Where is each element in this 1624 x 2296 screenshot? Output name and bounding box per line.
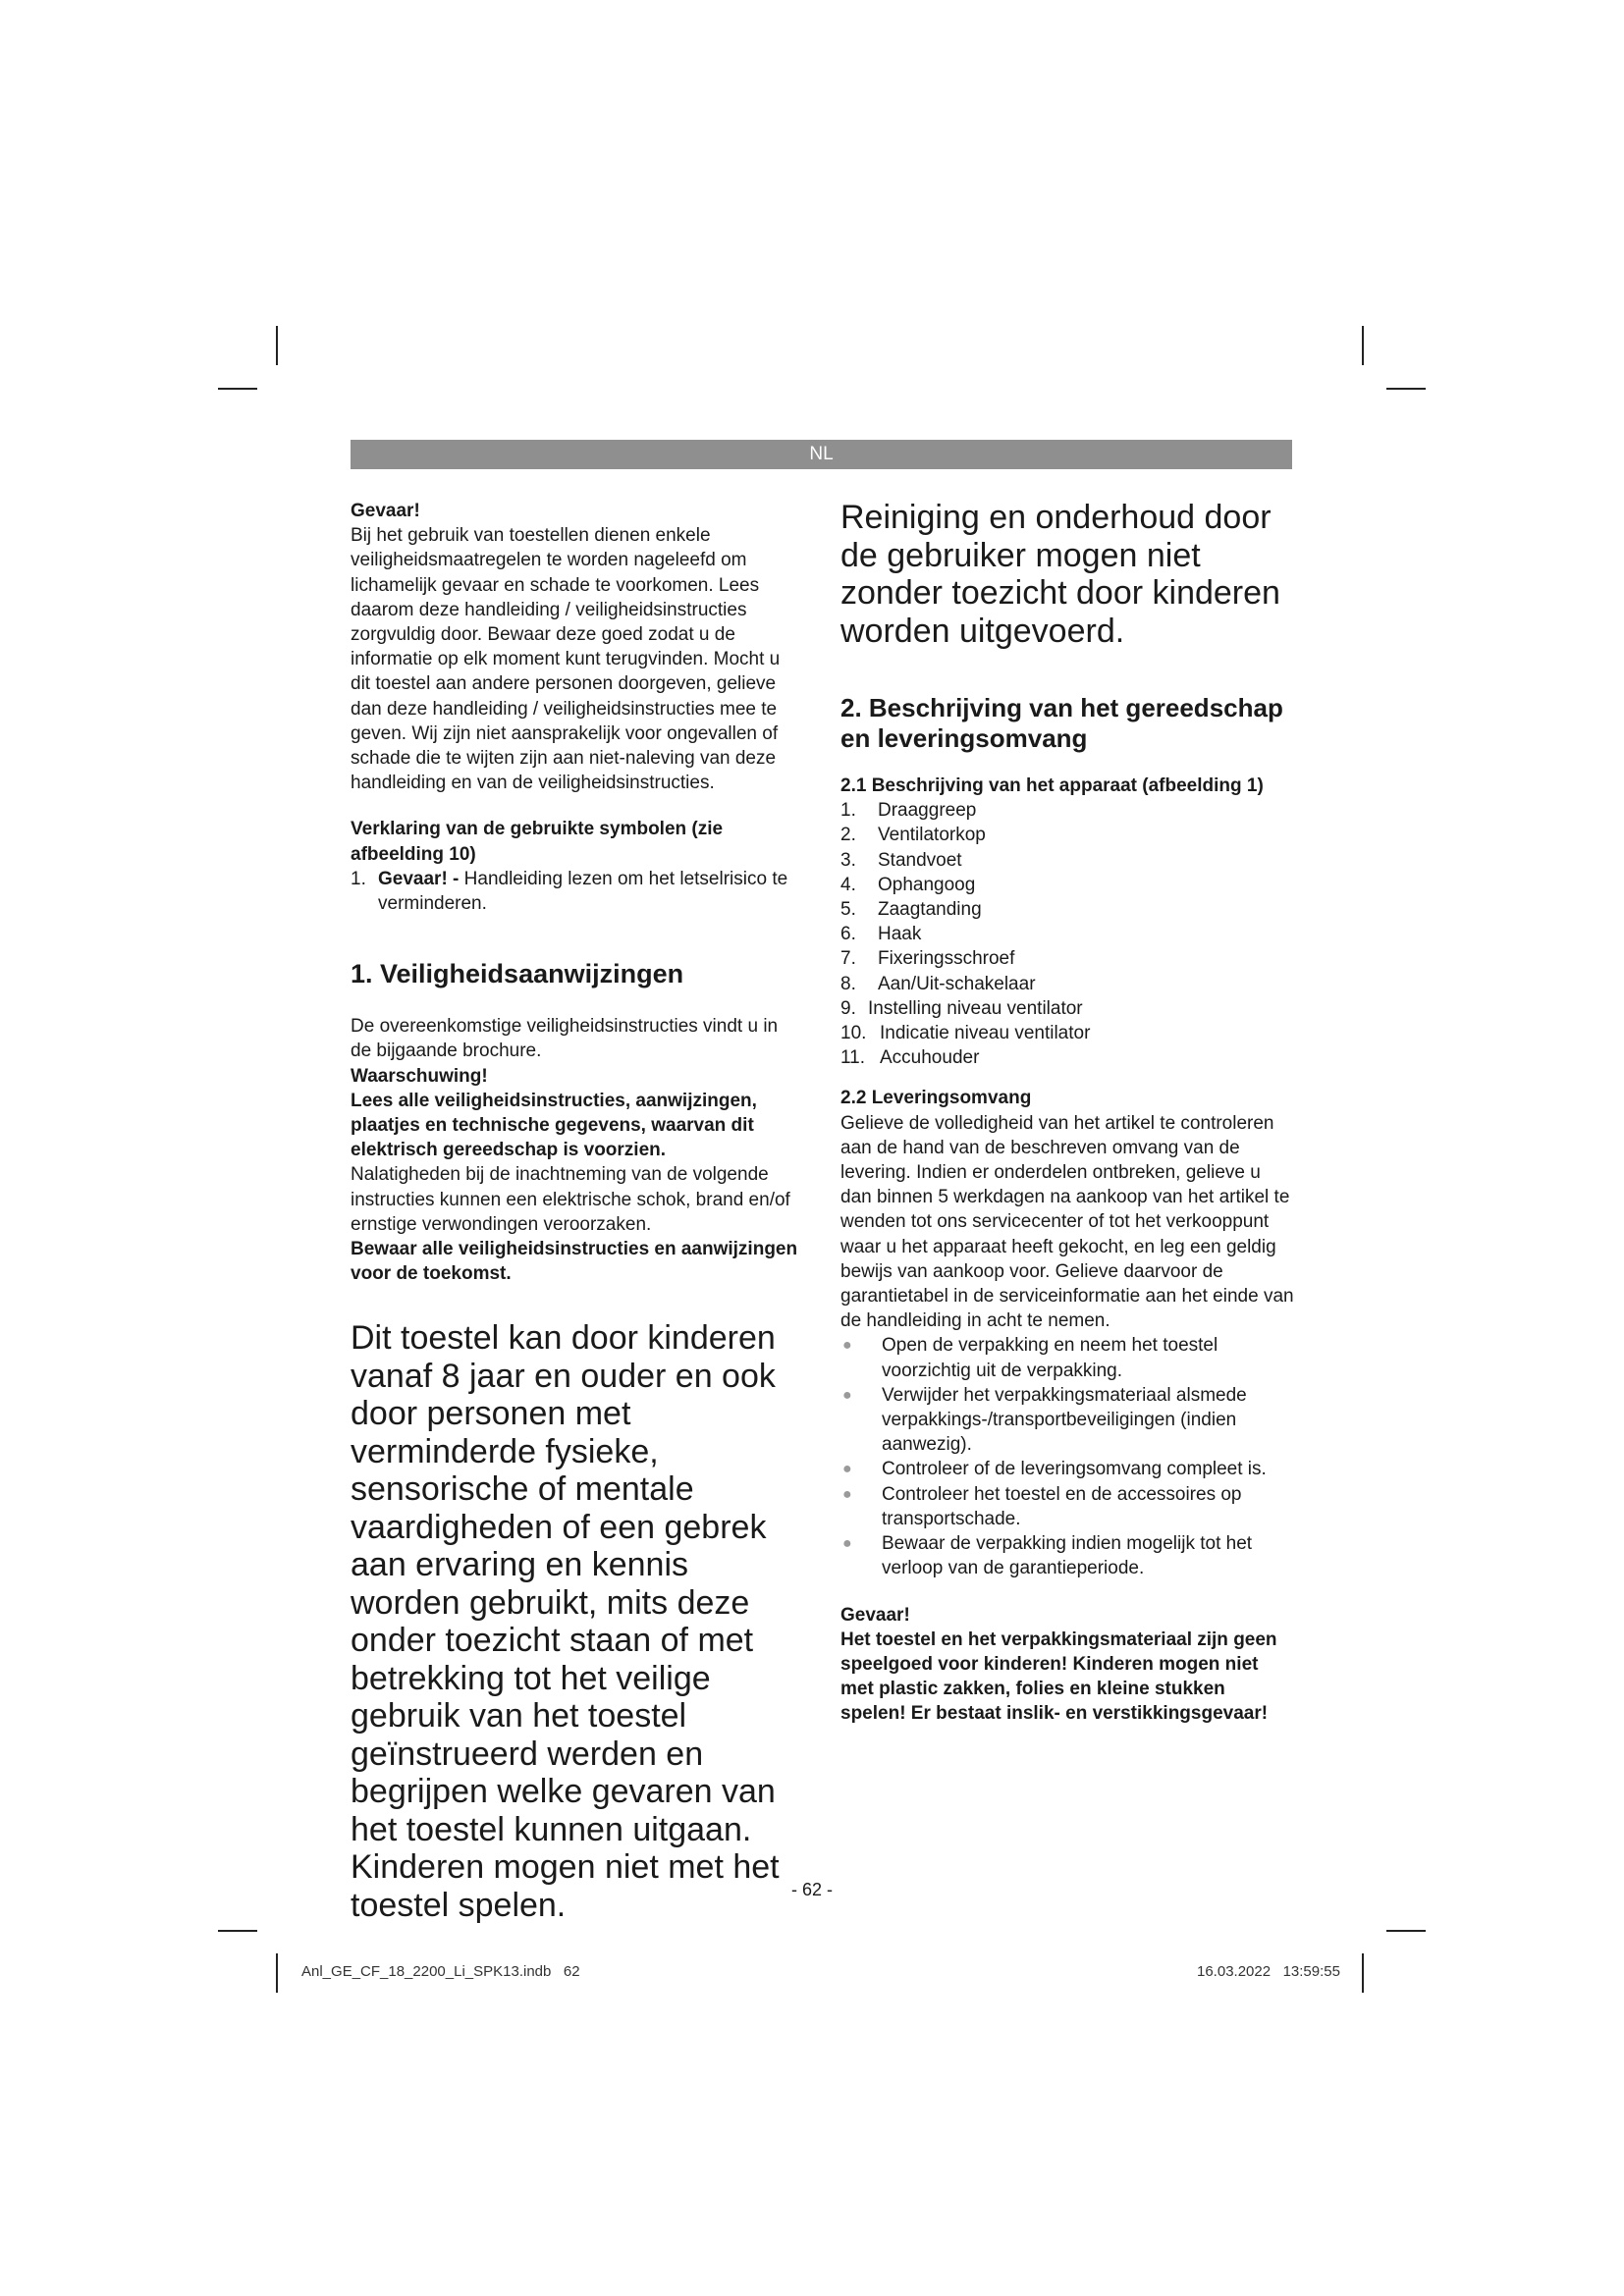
list-item xyxy=(840,1045,1294,1070)
bullet-text: Open de verpakking en neem het toestel voorzichtig uit de verpakking. xyxy=(882,1335,1218,1381)
section-1-title: 1. Veiligheidsaanwijzingen xyxy=(351,959,684,989)
file-name: Anl_GE_CF_18_2200_Li_SPK13.indb 62 xyxy=(301,1963,580,1980)
safety-intro: De overeenkomstige veiligheidsinstructies vindt u in de bijgaande brochure. xyxy=(351,1016,779,1062)
symbols-title: Verklaring van de gebruikte symbolen (zie afbeelding 10) xyxy=(351,819,724,865)
delivery-text: Gelieve de volledigheid van het artikel te controleren aan de hand van de beschreven omvang van de levering. Indien er onderdelen ontbreken, gelieve u dan binnen 5 werkdagen na aankoop van het artikel te wenden tot ons servicecenter of tot het verkooppunt waar u het apparaat heeft gekocht, en leg een geldig bewijs van aankoop voor. Gelieve daarvoor de garantietabel in de serviceinformatie aan het einde van de handleiding in acht te nemen. xyxy=(840,1112,1294,1332)
list-item xyxy=(351,867,802,916)
item-label: Ventilatorkop xyxy=(878,825,986,846)
children-use-text: Dit toestel kan door kinderen vanaf 8 jaar en ouder en ook door personen met verminderde fysieke, sensorische of mentale vaardigheden of een gebrek aan ervaring en kennis worden gebruikt, mits deze onder toezicht staan of met betrekking tot het veilige gebruik van het toestel geïnstrueerd werden en begrijpen welke gevaren van het toestel kunnen uitgaan. Kinderen mogen niet met het toestel spelen. xyxy=(351,1319,780,1924)
symbols-list xyxy=(351,867,802,916)
item-label: Standvoet xyxy=(878,849,962,871)
crop-mark xyxy=(276,1953,278,1993)
item-label: Accuhouder xyxy=(880,1047,980,1069)
bullet-text: Controleer of de leveringsomvang compleet is. xyxy=(882,1459,1267,1480)
list-item xyxy=(840,873,1294,897)
crop-mark xyxy=(1362,326,1364,365)
bullet-text: Verwijder het verpakkingsmateriaal alsmede verpakkings-/transportbeveiligingen (indien aanwezig). xyxy=(882,1384,1247,1456)
list-item xyxy=(840,823,1294,847)
crop-mark xyxy=(218,388,257,390)
list-item xyxy=(840,1333,1294,1382)
item-number: 9. xyxy=(840,997,856,1019)
item-number: 3. xyxy=(840,849,856,871)
list-item xyxy=(840,897,1294,922)
item-number: 5. xyxy=(840,899,856,921)
list-item xyxy=(840,996,1294,1021)
item-number: 8. xyxy=(840,973,856,994)
item-label: Ophangoog xyxy=(878,874,976,895)
keep-instructions-text: Bewaar alle veiligheidsinstructies en aanwijzingen voor de toekomst. xyxy=(351,1239,798,1285)
item-number: 11. xyxy=(840,1047,866,1069)
item-number: 6. xyxy=(840,924,856,945)
crop-mark xyxy=(1386,1930,1426,1932)
page-number: - 62 - xyxy=(790,1880,833,1899)
bullet-icon: ● xyxy=(842,1485,852,1503)
bullet-icon: ● xyxy=(842,1337,852,1355)
item-number: 1. xyxy=(351,868,366,889)
danger-text: Bij het gebruik van toestellen dienen enkele veiligheidsmaatregelen te worden nageleefd om lichamelijk gevaar en schade te voorkomen. Lees daarom deze handleiding / veiligheidsinstructies zorgvuldig door. Bewaar deze goed zodat u de informatie op elk moment kunt terugvinden. Mocht u dit toestel aan andere personen doorgeven, gelieve dan deze handleiding / veiligheidsinstructies mee te geven. Wij zijn niet aansprakelijk voor ongevallen of schade die te wijten zijn aan niet-naleving van deze handleiding en van de veiligheidsinstructies. xyxy=(351,525,781,794)
parts-list xyxy=(840,798,1294,1070)
item-label: Fixeringsschroef xyxy=(878,948,1015,970)
checklist xyxy=(840,1333,1294,1580)
bullet-text: Bewaar de verpakking indien mogelijk tot het verloop van de garantieperiode. xyxy=(882,1533,1253,1579)
item-number: 1. xyxy=(840,800,856,822)
item-label: Aan/Uit-schakelaar xyxy=(878,973,1036,994)
item-number: 4. xyxy=(840,874,856,895)
list-item xyxy=(840,1482,1294,1531)
list-item xyxy=(840,972,1294,996)
left-column xyxy=(351,499,802,1924)
list-item xyxy=(840,848,1294,873)
print-timestamp: 16.03.2022 13:59:55 xyxy=(1197,1963,1340,1980)
list-item xyxy=(840,798,1294,823)
warning-text: Nalatigheden bij de inachtneming van de volgende instructies kunnen een elektrische schok, brand en/of ernstige verwondingen veroorzaken. xyxy=(351,1164,790,1235)
item-label: Haak xyxy=(878,924,922,945)
item-label: Draaggreep xyxy=(878,800,977,822)
list-item xyxy=(840,946,1294,971)
warning-bold-text: Lees alle veiligheidsinstructies, aanwijzingen, plaatjes en technische gegevens, waarvan dit elektrisch gereedschap is voorzien. xyxy=(351,1090,757,1161)
list-item xyxy=(840,1383,1294,1458)
danger-title: Gevaar! xyxy=(351,501,420,521)
item-number: 7. xyxy=(840,948,856,970)
subsection-2-1-title: 2.1 Beschrijving van het apparaat (afbeelding 1) xyxy=(840,775,1264,796)
list-item xyxy=(840,1457,1294,1481)
bullet-icon: ● xyxy=(842,1386,852,1404)
right-column xyxy=(840,499,1294,1727)
item-label: Indicatie niveau ventilator xyxy=(880,1023,1091,1044)
danger-2-text: Het toestel en het verpakkingsmateriaal zijn geen speelgoed voor kinderen! Kinderen mogen niet met plastic zakken, folies en kleine stukken spelen! Er bestaat inslik- en verstikkingsgevaar! xyxy=(840,1629,1277,1725)
item-bold: Gevaar! - xyxy=(378,868,460,889)
item-label: Instelling niveau ventilator xyxy=(868,997,1083,1019)
crop-mark xyxy=(1362,1953,1364,1993)
list-item xyxy=(840,1531,1294,1580)
bullet-icon: ● xyxy=(842,1535,852,1553)
list-item xyxy=(840,922,1294,946)
item-label: Zaagtanding xyxy=(878,899,982,921)
bullet-text: Controleer het toestel en de accessoires op transportschade. xyxy=(882,1483,1242,1529)
list-item xyxy=(840,1021,1294,1045)
subsection-2-2-title: 2.2 Leveringsomvang xyxy=(840,1088,1032,1109)
item-number: 2. xyxy=(840,825,856,846)
item-number: 10. xyxy=(840,1023,867,1044)
crop-mark xyxy=(1386,388,1426,390)
item-text: Handleiding lezen om het letselrisico te verminderen. xyxy=(378,868,788,915)
section-2-title: 2. Beschrijving van het gereedschap en leveringsomvang xyxy=(840,693,1283,753)
cleaning-text: Reiniging en onderhoud door de gebruiker mogen niet zonder toezicht door kinderen worden uitgevoerd. xyxy=(840,499,1280,650)
language-header-bar: NL xyxy=(351,440,1292,469)
warning-title: Waarschuwing! xyxy=(351,1065,488,1087)
bullet-icon: ● xyxy=(842,1461,852,1478)
danger-2-title: Gevaar! xyxy=(840,1604,910,1626)
crop-mark xyxy=(218,1930,257,1932)
crop-mark xyxy=(276,326,278,365)
